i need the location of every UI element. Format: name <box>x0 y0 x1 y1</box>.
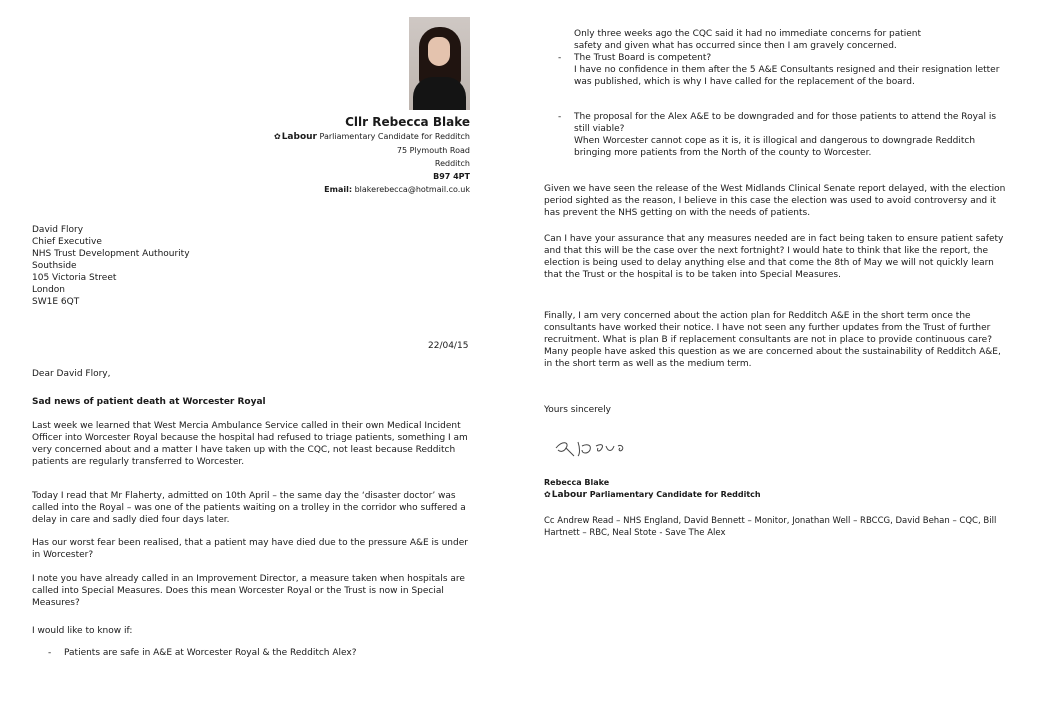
continued-text: Only three weeks ago the CQC said it had no immediate concerns for patient safety and given what has occurred since then I am gravely concerned. <box>574 29 922 51</box>
letter-date: 22/04/15 <box>428 341 469 351</box>
letter-page-2: Only three weeks ago the CQC said it had no immediate concerns for patient safety and given what has occurred since then I am gravely concerned. - The Trust Board is competent? I have no confidence in them after the 5 A&E Consultants resigned and their resignation letter was published, which is why I have called for the replacement of the board. - The proposal for the Alex A&E to be downgraded and for those patients to attend the Royal is still viable? When Worcester cannot cope as it is, it is illogical and dangerous to downgrade Redditch bringing more patients from the North of the county to Worcester. Given we have seen the release of the West Midlands Clinical Senate report delayed, with the election period sighted as the reason, I believe in this case the election was used to avoid controversy and it has prevent the NHS getting on with the needs of patients. Can I have your assurance that any measures needed are in fact being taken to ensure patient safety and that this will be the case over the next fortnight? I would hate to think that like the report, the election is being used to delay anything else and that come the 8th of May we will not quickly learn that the Trust or the hospital is to be taken into Special Measures. Finally, I am very concerned about the action plan for Redditch A&E in the short term once the consultants have worked their notice. I have not seen any further updates from the Trust of further recruitment. What is plan B if replacement consultants are not in place to provide continuous care? Many people have asked this question as we are concerned about the sustainability of Redditch A&E, in the short term as well as the medium term. Yours sincerely Rebecca Blake ✿Labour Parliamentary Candidate for Redditch Cc Andrew Read – NHS England, David Bennett – Monitor, Jonathan Well – RBCCG, David Behan – CQC, Bill Hartnett – RBC, Neal Stote - Save The Alex <box>544 29 1006 538</box>
body-paragraph: Has our worst fear been realised, that a patient may have died due to the pressure A&E is under in Worcester? <box>32 538 468 560</box>
greeting: Dear David Flory, <box>32 369 111 379</box>
sender-role-line <box>170 130 470 144</box>
list-item-text: The proposal for the Alex A&E to be downgraded and for those patients to attend the Royal is still viable? <box>574 112 997 134</box>
recipient-line: SW1E 6QT <box>32 297 80 307</box>
list-item-detail: When Worcester cannot cope as it is, it is illogical and dangerous to downgrade Redditch bringing more patients from the North of the county to Worcester. <box>574 136 976 158</box>
email-address[interactable]: blakerebecca@hotmail.co.uk <box>352 185 470 194</box>
cc-list: Cc Andrew Read – NHS England, David Bennett – Monitor, Jonathan Well – RBCCG, David Behan – CQC, Bill Hartnett – RBC, Neal Stote - Save The Alex <box>544 516 997 538</box>
recipient-line: Chief Executive <box>32 237 102 247</box>
labour-logo: ✿Labour <box>544 490 587 500</box>
email-label: Email: <box>324 185 353 194</box>
handwritten-signature <box>552 436 652 466</box>
recipient-line: London <box>32 285 65 295</box>
sender-address-1: 75 Plymouth Road <box>396 146 470 155</box>
recipient-line: NHS Trust Development Authourity <box>32 249 190 259</box>
candidate-photo <box>409 17 470 110</box>
sender-name: Cllr Rebecca Blake <box>345 115 470 129</box>
sender-address-2: Redditch <box>434 159 470 168</box>
body-paragraph: Can I have your assurance that any measures needed are in fact being taken to ensure patient safety and that this will be the case over the next fortnight? I would hate to think that like the report, the election is being used to delay anything else and that come the 8th of May we will not quickly learn that the Trust or the hospital is to be taken into Special Measures. <box>544 234 1004 280</box>
letter-page-1: Cllr Rebecca Blake ✿Labour Parliamentary Candidate for Redditch 75 Plymouth Road Redditch B97 4PT Email: blakerebecca@hotmail.co.uk David Flory Chief Executive NHS Trust Development Authourity Southside 105 Victoria Street London SW1E 6QT 22/04/15 Dear David Flory, Sad news of patient death at Worcester Royal Last week we learned that West Mercia Ambulance Service called in their own Medical Incident Officer into Worcester Royal because the hospital had refused to triage patients, something I am very concerned about and a matter I have taken up with the CQC, not least because Redditch patients are regularly transferred to Worcester. Today I read that Mr Flaherty, admitted on 10th April – the same day the ‘disaster doctor’ was called into the Royal – was one of the patients waiting on a trolley in the corridor who suffered a delay in care and sadly died four days later. Has our worst fear been realised, that a patient may have died due to the pressure A&E is under in Worcester? I note you have already called in an Improvement Director, a measure taken when hospitals are called into Special Measures. Does this mean Worcester Royal or the Trust is now in Special Measures? I would like to know if: - Patients are safe in A&E at Worcester Royal & the Redditch Alex? <box>0 0 515 710</box>
sender-email-line <box>170 183 470 196</box>
signoff-role-line <box>544 489 761 501</box>
closing: Yours sincerely <box>544 405 612 415</box>
signoff-name: Rebecca Blake <box>544 478 610 487</box>
recipient-address <box>32 224 190 308</box>
body-paragraph: Finally, I am very concerned about the action plan for Redditch A&E in the short term once the consultants have worked their notice. I have not seen any further updates from the Trust of further recruitment. What is plan B if replacement consultants are not in place to provide continuous care? Many people have asked this question as we are concerned about the sustainability of Redditch A&E, in the short term as well as the medium term. <box>544 311 1001 369</box>
rose-icon: ✿ <box>544 490 551 499</box>
list-item-text: Patients are safe in A&E at Worcester Royal & the Redditch Alex? <box>64 648 357 658</box>
letterhead <box>170 114 470 196</box>
body-paragraph: I note you have already called in an Improvement Director, a measure taken when hospitals are called into Special Measures. Does this mean Worcester Royal or the Trust is now in Special Measures? <box>32 574 465 608</box>
signoff-role: Parliamentary Candidate for Redditch <box>586 490 761 499</box>
signoff-block <box>544 477 761 501</box>
subject-heading: Sad news of patient death at Worcester Royal <box>32 397 266 407</box>
body-paragraph: I would like to know if: <box>32 626 133 636</box>
labour-logo: ✿Labour <box>273 132 317 142</box>
recipient-line: David Flory <box>32 225 84 235</box>
body-paragraph: Last week we learned that West Mercia Ambulance Service called in their own Medical Incident Officer into Worcester Royal because the hospital had refused to triage patients, something I am very concerned about and a matter I have taken up with the CQC, not least because Redditch patients are regularly transferred to Worcester. <box>32 421 468 467</box>
rose-icon: ✿ <box>273 132 281 141</box>
sender-role: Parliamentary Candidate for Redditch <box>316 132 470 141</box>
sender-address-3: B97 4PT <box>433 172 470 181</box>
recipient-line: Southside <box>32 261 77 271</box>
recipient-line: 105 Victoria Street <box>32 273 117 283</box>
list-item-text: The Trust Board is competent? <box>574 53 712 63</box>
list-item-detail: I have no confidence in them after the 5 A&E Consultants resigned and their resignation letter was published, which is why I have called for the replacement of the board. <box>574 65 1000 87</box>
body-paragraph: Today I read that Mr Flaherty, admitted on 10th April – the same day the ‘disaster doctor’ was called into the Royal – was one of the patients waiting on a trolley in the corridor who suffered a delay in care and sadly died four days later. <box>32 491 466 525</box>
body-paragraph: Given we have seen the release of the West Midlands Clinical Senate report delayed, with the election period sighted as the reason, I believe in this case the election was used to avoid controversy and it has prevent the NHS getting on with the needs of patients. <box>544 184 1006 218</box>
